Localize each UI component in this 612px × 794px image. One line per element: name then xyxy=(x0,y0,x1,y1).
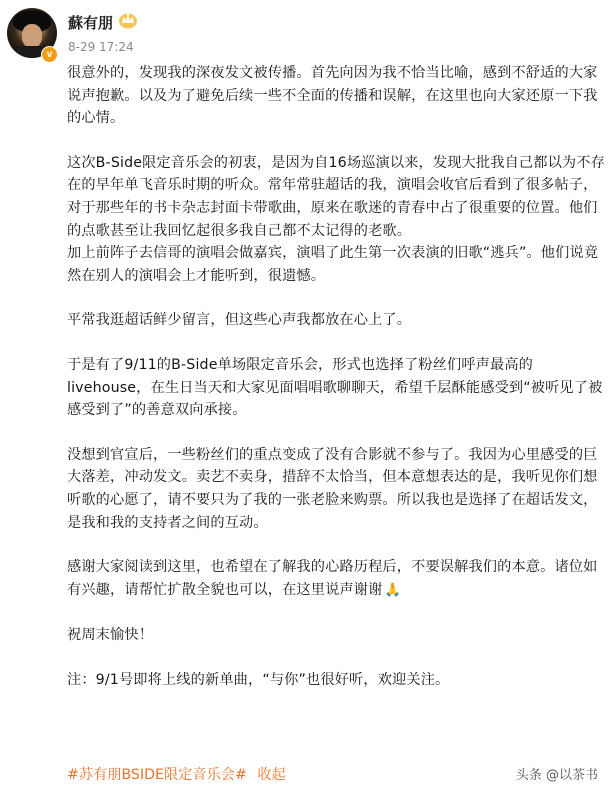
v-badge-icon: v xyxy=(41,46,58,63)
watermark: 头条 @以茶书 xyxy=(515,768,598,783)
post-paragraph: 很意外的，发现我的深夜发文被传播。首先向因为我不恰当比喻，感到不舒适的大家说声抱歉。以及为了避免后续一些不全面的传播和误解，在这里也向大家还原一下我的心情。 xyxy=(67,65,598,127)
post-paragraph: 没想到官宣后，一些粉丝们的重点变成了没有合影就不参与了。我因为心里感受的巨大落差，冲动发文。卖艺不卖身，措辞不太恰当，但本意想表达的是，我听见你们想听歌的心愿了，请不要只为了我的一张老脸来购票。所以我也是选择了在超话发文，是我和我的支持者之间的互动。 xyxy=(67,446,598,531)
post-paragraph: 注：9/1号即将上线的新单曲，“与你”也很好听，欢迎关注。 xyxy=(67,671,450,688)
post-paragraph: 这次B-Side限定音乐会的初衷，是因为自16场巡演以来，发现大批我自己都以为不存在的早年单飞音乐时期的听众。常年常驻超话的我，演唱会收官后看到了很多帖子，对于那些年的书卡杂志封面卡带歌曲，原来在歌迷的青春中占了很重要的位置。他们的点歌甚至让我回忆起很多我自己都不太记得的老歌。 xyxy=(67,154,605,239)
post-header xyxy=(0,0,612,70)
post-paragraph: 平常我逛超话鲜少留言，但这些心声我都放在心上了。 xyxy=(67,312,412,329)
post-text: 感谢大家阅读到这里，也希望在了解我的心路历程后，不要误解我们的本意。诸位如有兴趣，请帮忙扩散全貌也可以，在这里说声谢谢 xyxy=(67,559,598,598)
post-paragraph: 加上前阵子去信哥的演唱会做嘉宾，演唱了此生第一次表演的旧歌“逃兵”。他们说竟然在别人的演唱会上才能听到，很遗憾。 xyxy=(67,245,599,284)
post-body xyxy=(67,62,607,691)
collapse-link[interactable]: 收起 xyxy=(257,767,286,783)
post-timestamp: 8-29 17:24 xyxy=(68,40,134,54)
crown-badge-icon xyxy=(118,11,138,29)
post-paragraph xyxy=(67,556,607,602)
hashtag-link[interactable]: #苏有朋BSIDE限定音乐会# xyxy=(67,767,247,783)
post-paragraph: 祝周末愉快！ xyxy=(67,627,154,644)
pray-emoji-icon: 🙏 xyxy=(384,582,401,598)
post-footer xyxy=(67,764,286,784)
username[interactable]: 蘇有朋 xyxy=(68,14,114,32)
post-paragraph: 于是有了9/11的B-Side单场限定音乐会，形式也选择了粉丝们呼声最高的livehouse，在生日当天和大家见面唱唱歌聊聊天，希望千层酥能感受到“被听见了被感受到了”的善意双向承接。 xyxy=(67,356,603,419)
